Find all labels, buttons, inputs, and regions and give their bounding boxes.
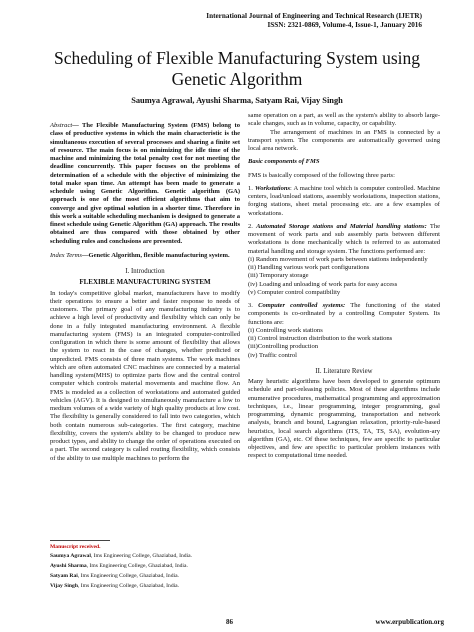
literature-review-paragraph: Many heuristic algorithms have been developed to generate optimum schedule and part-releasing policies. Most of these algorithms include enumerative procedures, mathematical programming and approximation techniques, i.e., linear programming, integer programming, goal programming, dynamic programming, transportation and network analysis, branch and bound, Lagrangian relaxation, priority-rule-based heuristics, local search algorithms (ITS, TA, TS, SA), evolution-ary algorithm (GA), etc. Of these techniques, few are specific to particular objectives, and few are specific to particular problem instances with respect to computational time needed. <box>248 378 440 460</box>
abstract <box>50 122 240 246</box>
footnote-author-name: Saumya Agrawal <box>50 553 91 559</box>
index-terms-label: Index Terms <box>50 251 82 259</box>
item-3-number: 3. <box>248 302 253 309</box>
item-3-text: The functioning of the stated components is co-ordinated by a controlling Computer System. Its functions are: <box>248 302 440 326</box>
abstract-text: — The Flexible Manufacturing System (FMS) belong to class of productive systems in which the main characteristic is the simultaneous execution of several processes and sharing a finite set of resource. The main focus is on minimizing the idle time of the machine and minimizing the total penalty cost for not meeting the deadline concurrently. This paper focuses on the problems of determination of a schedule with the objective of minimizing the total make span time. An attempt has been made to generate a schedule using Genetic Algorithm. Genetic algorithm (GA) approach is one of the most efficient algorithms that aim to converge and give optimal solution in a shorter time. Therefore in this work a suitable scheduling mechanism is designed to generate a finest schedule using Genetic Algorithm (GA) approach. The results obtained are thus compared with those obtained by other scheduling rules and conclusions are presented. <box>50 122 240 245</box>
basic-components-intro: FMS is basically composed of the following three parts: <box>248 171 395 179</box>
page-number: 86 <box>226 618 233 626</box>
section-heading-introduction: I. Introduction <box>125 268 165 275</box>
item-3-lead: Computer controlled systems: <box>258 302 346 309</box>
footnote-author-name: Ayushi Sharma <box>50 563 87 569</box>
abstract-label: Abstract <box>50 122 73 129</box>
list-item: (iii)Controlling production <box>248 343 319 351</box>
journal-name: International Journal of Engineering and Technical Research (IJETR) <box>206 12 422 20</box>
list-item: (i) Random movement of work parts between stations independently <box>248 255 428 263</box>
author-list: Saumya Agrawal, Ayushi Sharma, Satyam Rai, Vijay Singh <box>131 96 343 105</box>
item-1-lead: Workstations <box>254 184 291 192</box>
item-2-text: The movement of work parts and sub assembly parts between different workstations is done mechanically which is referred to as automated material handling and storage system. The functions performed are: <box>248 222 441 255</box>
list-item: (i) Controlling work stations <box>248 326 323 334</box>
right-paragraph-2: The arrangement of machines in an FMS is connected by a transport system. The components are automatically governed using local area network. <box>248 128 440 152</box>
item-2-function-list <box>248 256 440 297</box>
item-2-number: 2. <box>248 222 253 230</box>
index-terms <box>50 252 240 260</box>
footnote-author <box>50 563 240 570</box>
list-item: (iv) Traffic control <box>248 351 297 359</box>
footnote-affiliation: , Ims Engineering College, Ghaziabad, India. <box>77 583 180 589</box>
subheading-fms: FLEXIBLE MANUFACTURING SYSTEM <box>79 278 211 287</box>
footnote-author-name: Satyam Rai <box>50 573 78 579</box>
index-terms-text: —Genetic Algorithm, flexible manufacturing system. <box>81 251 230 259</box>
footnote-rule <box>50 540 110 541</box>
footnote-affiliation: , Ims Engineering College, Ghaziabad, India. <box>86 563 188 569</box>
footnote-affiliation: , Ims Engineering College, Ghaziabad, India. <box>90 553 192 559</box>
list-item: (iii) Temporary storage <box>248 272 309 280</box>
item-2-lead: Automated Storage stations and Material handling stations: <box>256 222 427 230</box>
manuscript-received: Manuscript received. <box>50 544 101 550</box>
right-column <box>248 112 440 461</box>
paper-title: Scheduling of Flexible Manufacturing System using Genetic Algorithm <box>54 48 420 89</box>
right-paragraph-1: same operation on a part, as well as the system's ability to absorb large-scale changes, such as in volume, capacity, or capability. <box>248 112 440 128</box>
publisher-website: www.erpublication.org <box>375 618 444 626</box>
journal-issn: ISSN: 2321-0869, Volume-4, Issue-1, January 2016 <box>267 21 422 29</box>
footnote <box>50 540 240 593</box>
footnote-author <box>50 583 240 590</box>
item-1-text: : A machine tool which is computer controlled. Machine centers, load/unload stations, assembly workstations, inspection stations, forging stations, sheet metal processing etc. are a few examples of workstations. <box>248 184 440 217</box>
list-item: (iv) Loading and unloading of work parts for easy access <box>248 280 398 288</box>
section-heading-literature-review: II. Literature Review <box>315 367 373 375</box>
list-item: (ii) Handling various work part configurations <box>248 264 370 271</box>
journal-header <box>206 12 422 30</box>
basic-components-heading: Basic components of FMS <box>248 158 320 166</box>
component-item-1 <box>248 185 440 218</box>
footnote-author <box>50 573 240 580</box>
footnote-author-name: Vijay Singh <box>50 583 78 589</box>
footnote-author <box>50 553 240 560</box>
list-item: (v) Computer control compatibility <box>248 288 341 296</box>
list-item: (ii) Control instruction distribution to the work stations <box>248 335 393 342</box>
component-item-2 <box>248 223 440 256</box>
left-column <box>50 122 240 463</box>
footnote-affiliation: , Ims Engineering College, Ghaziabad, India. <box>77 573 179 579</box>
introduction-paragraph: In today's competitive global market, manufacturers have to modify their operations to ensure a better and faster response to needs of customers. The primary goal of any manufacturing industry is to achieve a high level of productivity and flexibility which can only be done in a fully integrated manufacturing environment. A flexible manufacturing system (FMS) is an integrated computer-controlled configuration in which there is some amount of flexibility that allows the system to react in the case of changes, whether predicted or unpredicted. FMS consists of three main systems. The work machines which are often automated CNC machines are connected by a material handling system(MHS) to optimize parts flow and the central control computer which controls material movements and machine flow. An FMS is modeled as a collection of workstations and automated guided vehicles (AGV). It is designed to simultaneously manufacture a low to medium volumes of a wide variety of high quality products at low cost. The flexibility is generally considered to fall into two categories, which both contain numerous sub-categories. The first category, machine flexibility, covers the system's ability to be changed to produce new product types, and ability to change the order of operations executed on a part. The second category is called routing flexibility, which consists of the ability to use multiple machines to perform the <box>50 289 240 462</box>
component-item-3 <box>248 302 440 327</box>
item-1-number: 1. <box>248 184 253 192</box>
item-3-function-list <box>248 327 440 360</box>
